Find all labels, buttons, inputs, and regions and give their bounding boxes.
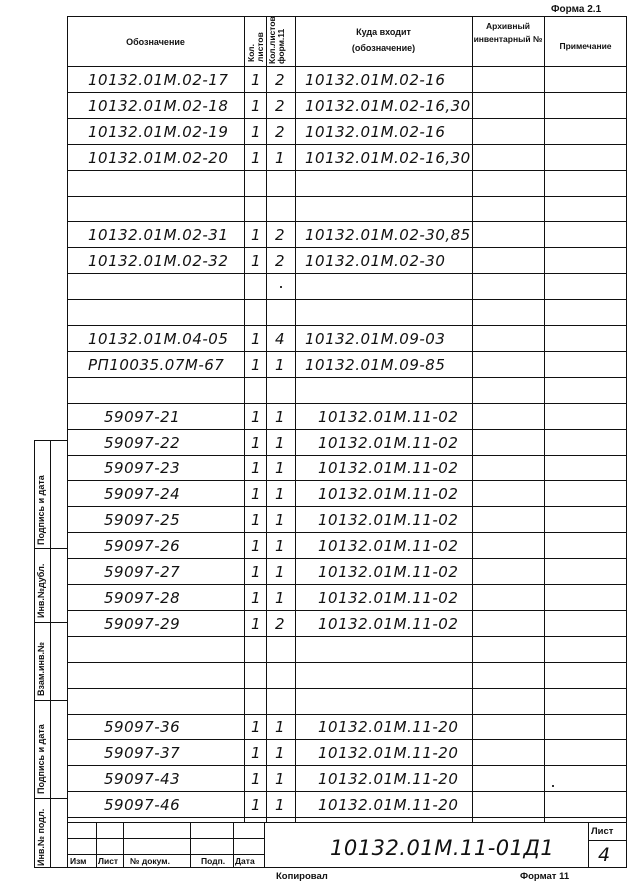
row-divider: [67, 558, 627, 559]
cell-format-sheets: 1: [275, 718, 286, 737]
cell-where-used: 10132.01М.11-02: [318, 407, 459, 426]
cell-where-used: 10132.01М.02-30,85: [305, 226, 471, 245]
title-list: Лист: [98, 856, 119, 866]
cell-designation: 59097-36: [104, 718, 181, 737]
side-label-sign-date-bottom: Подпись и дата: [36, 724, 46, 794]
cell-designation: 10132.01М.02-31: [88, 226, 229, 245]
side-label-inv-orig: Инв.№ подл.: [36, 808, 46, 866]
cell-designation: 59097-22: [104, 433, 181, 452]
header-designation: Обозначение: [126, 37, 185, 47]
cell-format-sheets: 1: [275, 407, 286, 426]
row-divider: [67, 247, 627, 248]
row-divider: [67, 429, 627, 430]
cell-sheets: 1: [251, 796, 262, 815]
cell-designation: 59097-25: [104, 511, 181, 530]
cell-sheets: 1: [251, 588, 262, 607]
cell-sheets: 1: [251, 459, 262, 478]
cell-sheets: 1: [251, 433, 262, 452]
cell-sheets: 1: [251, 407, 262, 426]
sheet-label: Лист: [591, 826, 614, 837]
row-divider: [67, 170, 627, 171]
cell-format-sheets: 1: [275, 355, 286, 374]
cell-sheets: 1: [251, 744, 262, 763]
cell-designation: 10132.01М.02-20: [88, 148, 229, 167]
cell-where-used: 10132.01М.11-20: [318, 718, 459, 737]
row-divider: [67, 506, 627, 507]
cell-sheets: 1: [251, 563, 262, 581]
title-date: Дата: [235, 856, 255, 866]
row-divider: [67, 610, 627, 611]
cell-where-used: 10132.01М.11-02: [318, 537, 459, 556]
row-divider: [67, 532, 627, 533]
cell-format-sheets: 1: [275, 433, 286, 452]
cell-designation: 59097-26: [104, 537, 181, 556]
cell-designation: 10132.01М.02-18: [88, 96, 229, 115]
row-divider: [67, 480, 627, 481]
scan-mark: [280, 286, 282, 288]
header-note: Примечание: [559, 41, 612, 51]
row-divider: [67, 688, 627, 689]
cell-designation: 59097-43: [104, 770, 181, 789]
footer-format: Формат 11: [520, 871, 570, 882]
row-divider: [67, 196, 627, 197]
side-label-sign-date-top: Подпись и дата: [36, 475, 46, 545]
row-divider: [67, 765, 627, 766]
row-divider: [67, 325, 627, 326]
cell-sheets: 1: [251, 355, 262, 374]
cell-format-sheets: 1: [275, 796, 286, 815]
row-divider: [67, 221, 627, 222]
title-doc-no: № докум.: [130, 856, 170, 866]
header-where-used: Куда входит: [356, 27, 411, 37]
cell-format-sheets: 1: [275, 148, 286, 167]
side-label-replace-inv: Взам.инв.№: [36, 641, 46, 696]
title-sign: Подп.: [201, 856, 226, 866]
cell-where-used: 10132.01М.11-20: [318, 744, 459, 763]
cell-where-used: 10132.01М.11-20: [318, 796, 459, 815]
row-divider: [67, 299, 627, 300]
cell-sheets: 1: [251, 614, 262, 633]
row-divider: [67, 662, 627, 663]
cell-format-sheets: 1: [275, 588, 286, 607]
cell-sheets: 1: [251, 226, 262, 245]
row-divider: [67, 118, 627, 119]
row-divider: [67, 351, 627, 352]
row-divider: [67, 273, 627, 274]
cell-where-used: 10132.01М.11-02: [318, 485, 459, 504]
cell-designation: 59097-37: [104, 744, 181, 763]
cell-designation: 10132.01М.02-17: [88, 70, 229, 89]
row-divider: [67, 584, 627, 585]
cell-sheets: 1: [251, 148, 262, 167]
cell-designation: 10132.01М.02-32: [88, 252, 229, 271]
cell-sheets: 1: [251, 511, 262, 530]
cell-where-used: 10132.01М.02-16,30: [305, 148, 471, 167]
header-where-used-sub: (обозначение): [351, 43, 416, 53]
cell-format-sheets: 2: [275, 252, 286, 271]
row-divider: [67, 636, 627, 637]
cell-format-sheets: 1: [275, 563, 286, 581]
cell-sheets: 1: [251, 329, 262, 348]
cell-where-used: 10132.01М.11-02: [318, 614, 459, 633]
header-archive-no: Архивный инвентарный №: [473, 21, 543, 44]
cell-where-used: 10132.01М.11-02: [318, 433, 459, 452]
cell-where-used: 10132.01М.02-30: [305, 252, 446, 271]
footer-copied: Копировал: [276, 871, 328, 882]
cell-designation: 59097-29: [104, 614, 181, 633]
cell-where-used: 10132.01М.02-16: [305, 122, 446, 141]
doc-designation: 10132.01М.11-01Д1: [330, 836, 555, 860]
cell-format-sheets: 1: [275, 511, 286, 530]
cell-format-sheets: 1: [275, 459, 286, 478]
cell-format-sheets: 4: [275, 329, 286, 348]
cell-designation: 59097-24: [104, 485, 181, 504]
title-izm: Изм: [70, 856, 87, 866]
cell-format-sheets: 1: [275, 744, 286, 763]
cell-designation: 59097-21: [104, 407, 181, 426]
cell-format-sheets: 1: [275, 770, 286, 789]
cell-format-sheets: 2: [275, 70, 286, 89]
row-divider: [67, 791, 627, 792]
cell-sheets: 1: [251, 485, 262, 504]
cell-designation: 59097-28: [104, 588, 181, 607]
scan-mark: [552, 785, 554, 787]
cell-where-used: 10132.01М.11-02: [318, 563, 459, 581]
cell-format-sheets: 1: [275, 537, 286, 556]
cell-sheets: 1: [251, 537, 262, 556]
cell-designation: 59097-23: [104, 459, 181, 478]
cell-format-sheets: 2: [275, 614, 286, 633]
cell-sheets: 1: [251, 718, 262, 737]
form-label: Форма 2.1: [551, 4, 602, 15]
cell-where-used: 10132.01М.11-02: [318, 459, 459, 478]
header-sheets-count: Кол. листов: [246, 32, 265, 62]
cell-format-sheets: 2: [275, 96, 286, 115]
cell-format-sheets: 2: [275, 226, 286, 245]
row-divider: [67, 144, 627, 145]
cell-designation: 10132.01М.04-05: [88, 329, 229, 348]
row-divider: [67, 714, 627, 715]
cell-format-sheets: 2: [275, 122, 286, 141]
cell-where-used: 10132.01М.02-16,30: [305, 96, 471, 115]
cell-where-used: 10132.01М.11-02: [318, 511, 459, 530]
cell-designation: 59097-27: [104, 563, 181, 581]
row-divider: [67, 455, 627, 456]
row-divider: [67, 817, 627, 818]
cell-where-used: 10132.01М.02-16: [305, 70, 446, 89]
cell-sheets: 1: [251, 770, 262, 789]
header-sheets-count-format: Кол.листов форм.11: [267, 16, 286, 64]
cell-sheets: 1: [251, 96, 262, 115]
row-divider: [67, 739, 627, 740]
row-divider: [67, 403, 627, 404]
cell-where-used: 10132.01М.09-85: [305, 355, 446, 374]
cell-sheets: 1: [251, 252, 262, 271]
row-divider: [67, 92, 627, 93]
cell-format-sheets: 1: [275, 485, 286, 504]
cell-sheets: 1: [251, 122, 262, 141]
side-label-inv-dup: Инв.№дубл.: [36, 563, 46, 618]
cell-where-used: 10132.01М.09-03: [305, 329, 446, 348]
cell-where-used: 10132.01М.11-20: [318, 770, 459, 789]
row-divider: [67, 377, 627, 378]
cell-designation: РП10035.07М-67: [88, 355, 225, 374]
cell-sheets: 1: [251, 70, 262, 89]
cell-designation: 10132.01М.02-19: [88, 122, 229, 141]
cell-designation: 59097-46: [104, 796, 181, 815]
cell-where-used: 10132.01М.11-02: [318, 588, 459, 607]
sheet-number: 4: [598, 844, 611, 866]
